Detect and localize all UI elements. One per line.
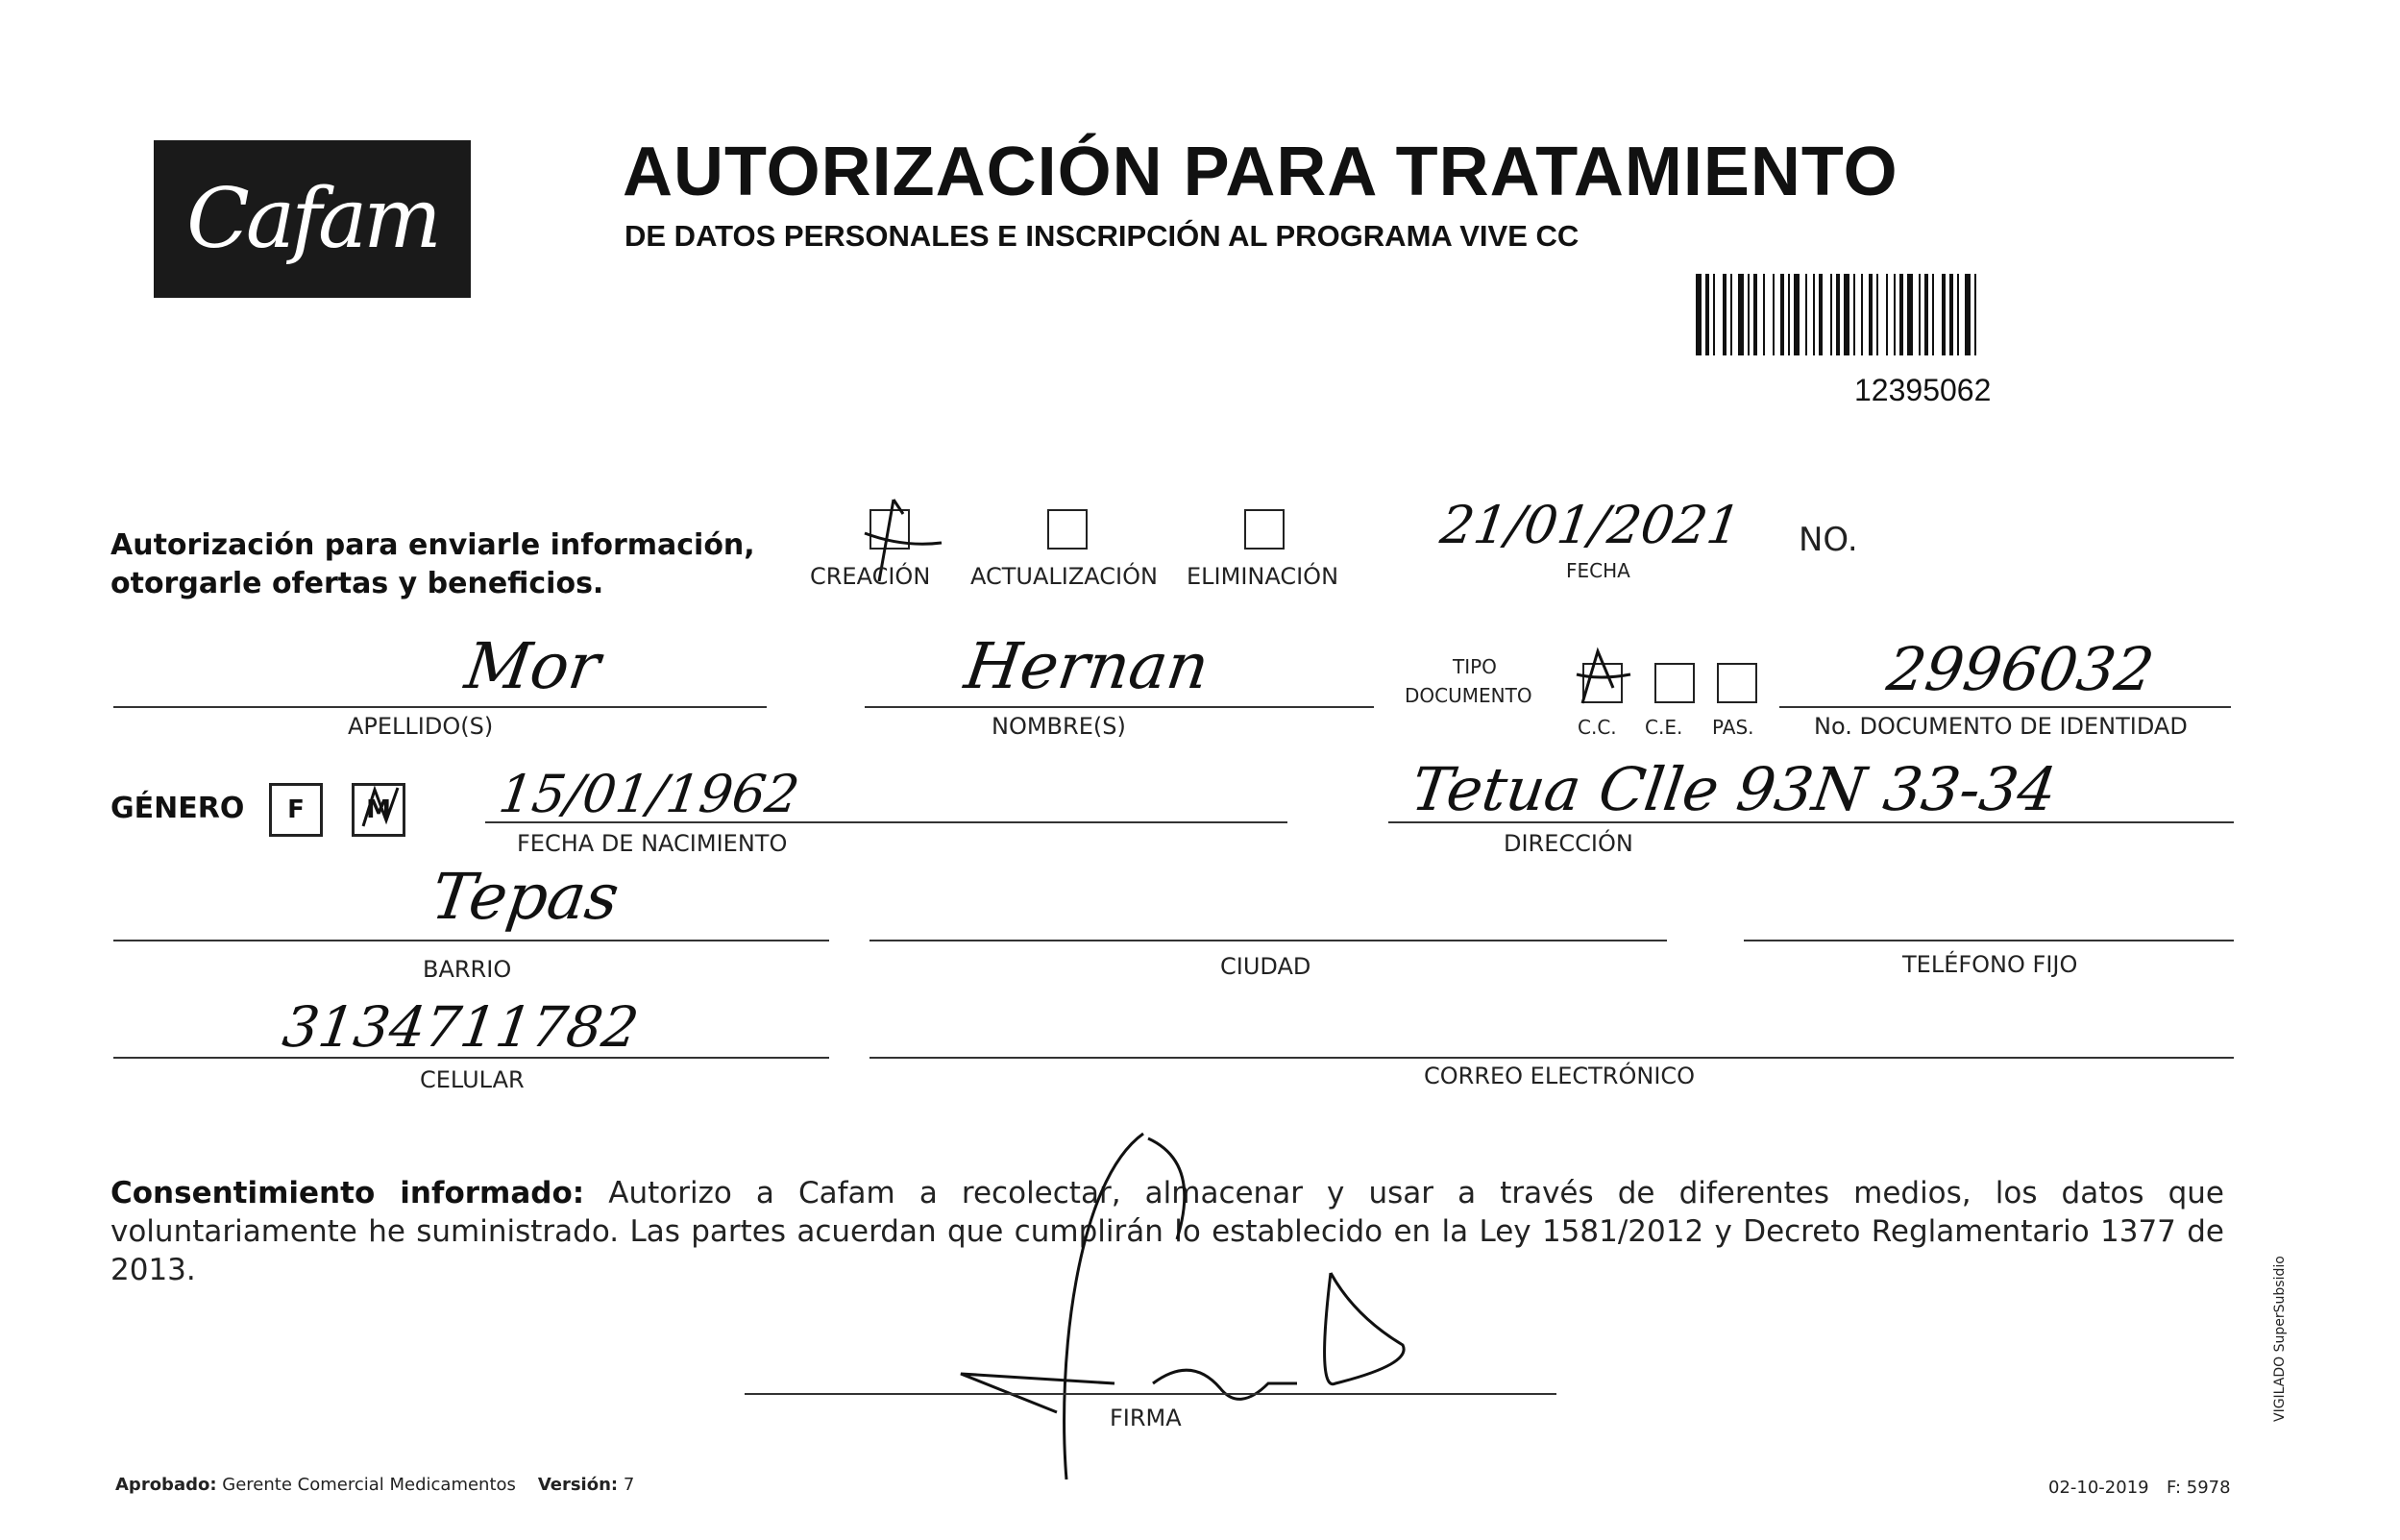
direccion-label: DIRECCIÓN — [1504, 830, 1633, 857]
genero-m-label: M — [366, 795, 391, 824]
genero-m-check-mark — [352, 780, 409, 838]
fecha-nacimiento-label: FECHA DE NACIMIENTO — [517, 830, 788, 857]
doc-cc-check-mark — [1571, 646, 1638, 713]
barcode — [1696, 274, 2080, 355]
creacion-label: CREACIÓN — [810, 563, 931, 590]
barrio-line — [113, 940, 829, 941]
authorization-label-line1: Autorización para enviarle información, — [110, 528, 755, 562]
apellido-label: APELLIDO(S) — [348, 713, 494, 740]
apellido-value[interactable]: Mor — [460, 629, 605, 703]
doc-cc-label: C.C. — [1578, 716, 1617, 739]
fecha-nacimiento-value[interactable]: 15/01/1962 — [495, 764, 803, 824]
correo-line — [869, 1057, 2234, 1059]
genero-f-label: F — [287, 795, 305, 824]
barcode-number: 12395062 — [1854, 373, 1992, 407]
actualizacion-label: ACTUALIZACIÓN — [970, 563, 1158, 590]
doc-ce-label: C.E. — [1645, 716, 1683, 739]
apellido-line — [113, 706, 767, 708]
eliminacion-checkbox[interactable] — [1244, 509, 1285, 550]
footer-aprobado — [115, 1475, 634, 1495]
genero-label: GÉNERO — [110, 792, 245, 825]
nombre-label: NOMBRE(S) — [992, 713, 1126, 740]
signature-scribble — [951, 1124, 1451, 1489]
version-value: 7 — [623, 1475, 635, 1495]
celular-label: CELULAR — [420, 1066, 525, 1093]
fecha-value[interactable]: 21/01/2021 — [1436, 495, 1745, 555]
ciudad-line — [869, 940, 1667, 941]
telefono-line — [1744, 940, 2234, 941]
doc-number-value[interactable]: 2996032 — [1882, 634, 2159, 704]
version-label: Versión: — [537, 1475, 619, 1495]
authorization-label — [110, 526, 755, 603]
nombre-line — [865, 706, 1374, 708]
telefono-label: TELÉFONO FIJO — [1902, 951, 2078, 978]
aprobado-value: Gerente Comercial Medicamentos — [222, 1475, 516, 1495]
aprobado-label: Aprobado: — [115, 1475, 217, 1495]
tipo-documento-label-1: TIPO — [1453, 655, 1497, 678]
celular-value[interactable]: 3134711782 — [279, 994, 643, 1060]
doc-number-line — [1779, 706, 2231, 708]
footer-form-code: F: 5978 — [2167, 1478, 2231, 1498]
logo-text: Cafam — [186, 171, 438, 267]
consent-title: Consentimiento informado: — [110, 1176, 585, 1210]
firma-label: FIRMA — [1110, 1405, 1182, 1431]
firma-line — [745, 1393, 1556, 1395]
direccion-value[interactable]: Tetua Clle 93N 33-34 — [1407, 754, 2061, 824]
vigilado-text: VIGILADO SuperSubsidio — [2272, 1256, 2288, 1422]
no-label: NO. — [1799, 521, 1858, 559]
ciudad-label: CIUDAD — [1220, 953, 1311, 980]
footer-date-code: 02-10-2019 — [2048, 1478, 2149, 1498]
authorization-label-line2: otorgarle ofertas y beneficios. — [110, 567, 604, 600]
doc-number-label: No. DOCUMENTO DE IDENTIDAD — [1814, 713, 2188, 740]
fecha-label: FECHA — [1566, 559, 1630, 582]
eliminacion-label: ELIMINACIÓN — [1187, 563, 1339, 590]
nombre-value[interactable]: Hernan — [960, 629, 1213, 703]
doc-ce-checkbox[interactable] — [1654, 663, 1695, 703]
genero-f-checkbox[interactable] — [269, 783, 323, 837]
barrio-label: BARRIO — [423, 956, 512, 983]
cafam-logo — [154, 140, 471, 298]
form-title: AUTORIZACIÓN PARA TRATAMIENTO — [623, 134, 1898, 210]
consent-text: Autorizo a Cafam a recolectar, almacenar y usar a través de diferentes medios, los datos que voluntariamente he suministrado. Las partes acuerdan que cumplirán lo establecido en la Ley 1581/2012 y Decreto Reglamentario 1377 de 2013. — [110, 1176, 2224, 1287]
correo-label: CORREO ELECTRÓNICO — [1424, 1063, 1696, 1089]
doc-pas-label: PAS. — [1712, 716, 1754, 739]
tipo-documento-label-2: DOCUMENTO — [1405, 684, 1532, 707]
barrio-value[interactable]: Tepas — [427, 860, 624, 934]
form-subtitle: DE DATOS PERSONALES E INSCRIPCIÓN AL PROGRAMA VIVE CC — [624, 219, 1580, 253]
actualizacion-checkbox[interactable] — [1047, 509, 1088, 550]
doc-pas-checkbox[interactable] — [1717, 663, 1757, 703]
